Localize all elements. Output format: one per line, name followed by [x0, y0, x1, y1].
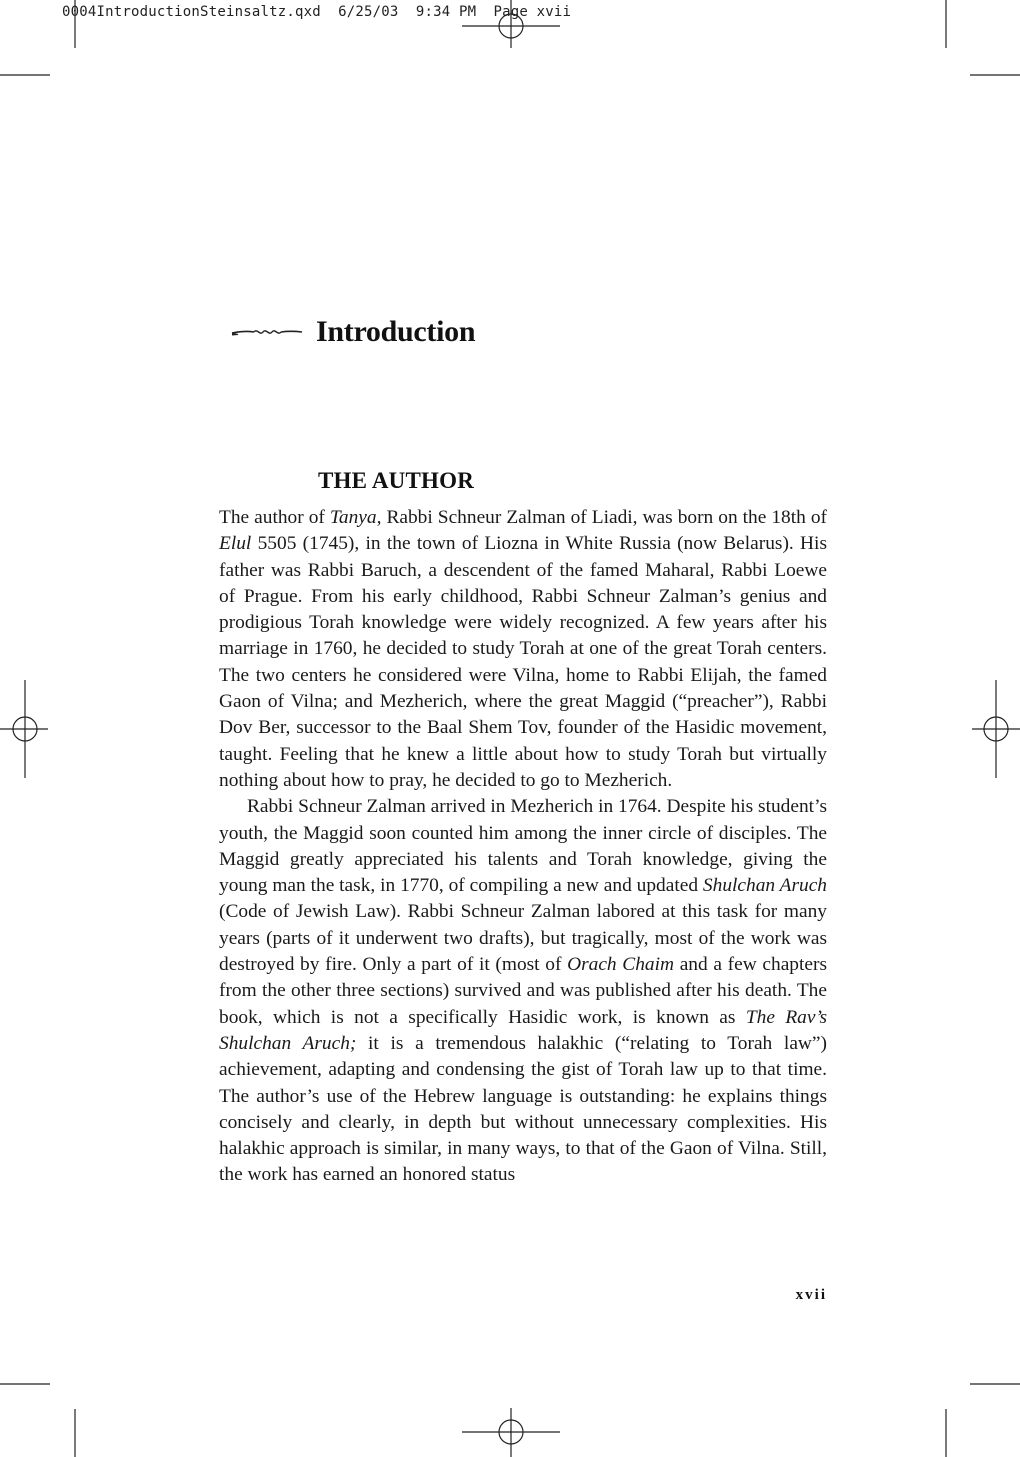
section-heading: THE AUTHOR: [318, 468, 475, 493]
paragraph-text: it is a tremendous halakhic (“relating to Torah law”) achievement, adapting and condensing the gist of Torah law up to that time. The author’s use of the Hebrew language is outstanding: he explains things concisely and clearly, in depth but without unnecessary complexities. His halakhic approach is similar, in many ways, to that of the Gaon of Vilna. Still, the work has earned an honored status: [219, 1032, 827, 1186]
paragraph-text: and a few chapters from the other three sections) survived and was published after his death. The book, which is not a specifically Hasidic work, is known as: [219, 954, 827, 1028]
body-paragraph: [219, 505, 827, 794]
paragraph-text: Rabbi Schneur Zalman of Liadi, was born on the 18th of: [381, 507, 827, 528]
slug-filename: 0004IntroductionSteinsaltz.qxd: [62, 4, 321, 20]
registration-target-icon: [0, 680, 48, 778]
body-text: [219, 505, 827, 1189]
paragraph-text: The author of: [219, 507, 330, 528]
chapter-heading: [230, 310, 475, 354]
page-number: xvii: [795, 1287, 827, 1303]
italic-title-text: Elul: [219, 533, 252, 555]
italic-title-text: Tanya,: [329, 507, 382, 528]
registration-target-icon: [462, 1408, 560, 1457]
paragraph-text: Rabbi Schneur Zalman arrived in Mezherich in 1764. Despite his student’s youth, the Maggid soon counted him among the inner circle of disciples. The Maggid greatly appreciated his talents and Torah knowledge, giving the young man the task, in 1770, of compiling a new and updated: [219, 796, 827, 897]
registration-target-icon: [462, 0, 560, 48]
chapter-title: Introduction: [316, 315, 476, 348]
slug-date: 6/25/03: [338, 4, 399, 20]
italic-title-text: Orach Chaim: [567, 954, 675, 976]
paragraph-text: (Code of Jewish Law). Rabbi Schneur Zalman labored at this task for many years (parts of it underwent two drafts), but tragically, most of the work was destroyed by fire. Only a part of it (most of: [219, 901, 827, 976]
slug-page-label: Page xvii: [493, 4, 572, 20]
slug-time: 9:34 PM: [415, 4, 477, 20]
swash-rule-icon: [230, 325, 304, 339]
body-paragraph: [219, 794, 827, 1188]
paragraph-text: 5505 (1745), in the town of Liozna in White Russia (now Belarus). His father was Rabbi Baruch, a descendent of the famed Maharal, Rabbi Loewe of Prague. From his early childhood, Rabbi Schneur Zalman’s genius and prodigious Torah knowledge were widely recognized. A few years after his marriage in 1760, he decided to study Torah at one of the great Torah centers. The two centers he considered were Vilna, home to Rabbi Elijah, the famed Gaon of Vilna; and Mezherich, where the great Maggid (“preacher”), Rabbi Dov Ber, successor to the Baal Shem Tov, founder of the Hasidic movement, taught. Feeling that he knew a little about how to study Torah but virtually nothing about how to pray, he decided to go to Mezherich.: [219, 533, 827, 791]
registration-target-icon: [972, 680, 1020, 778]
italic-title-text: Shulchan Aruch: [702, 875, 827, 897]
italic-title-text: The Rav’s Shulchan Aruch;: [219, 1006, 827, 1054]
